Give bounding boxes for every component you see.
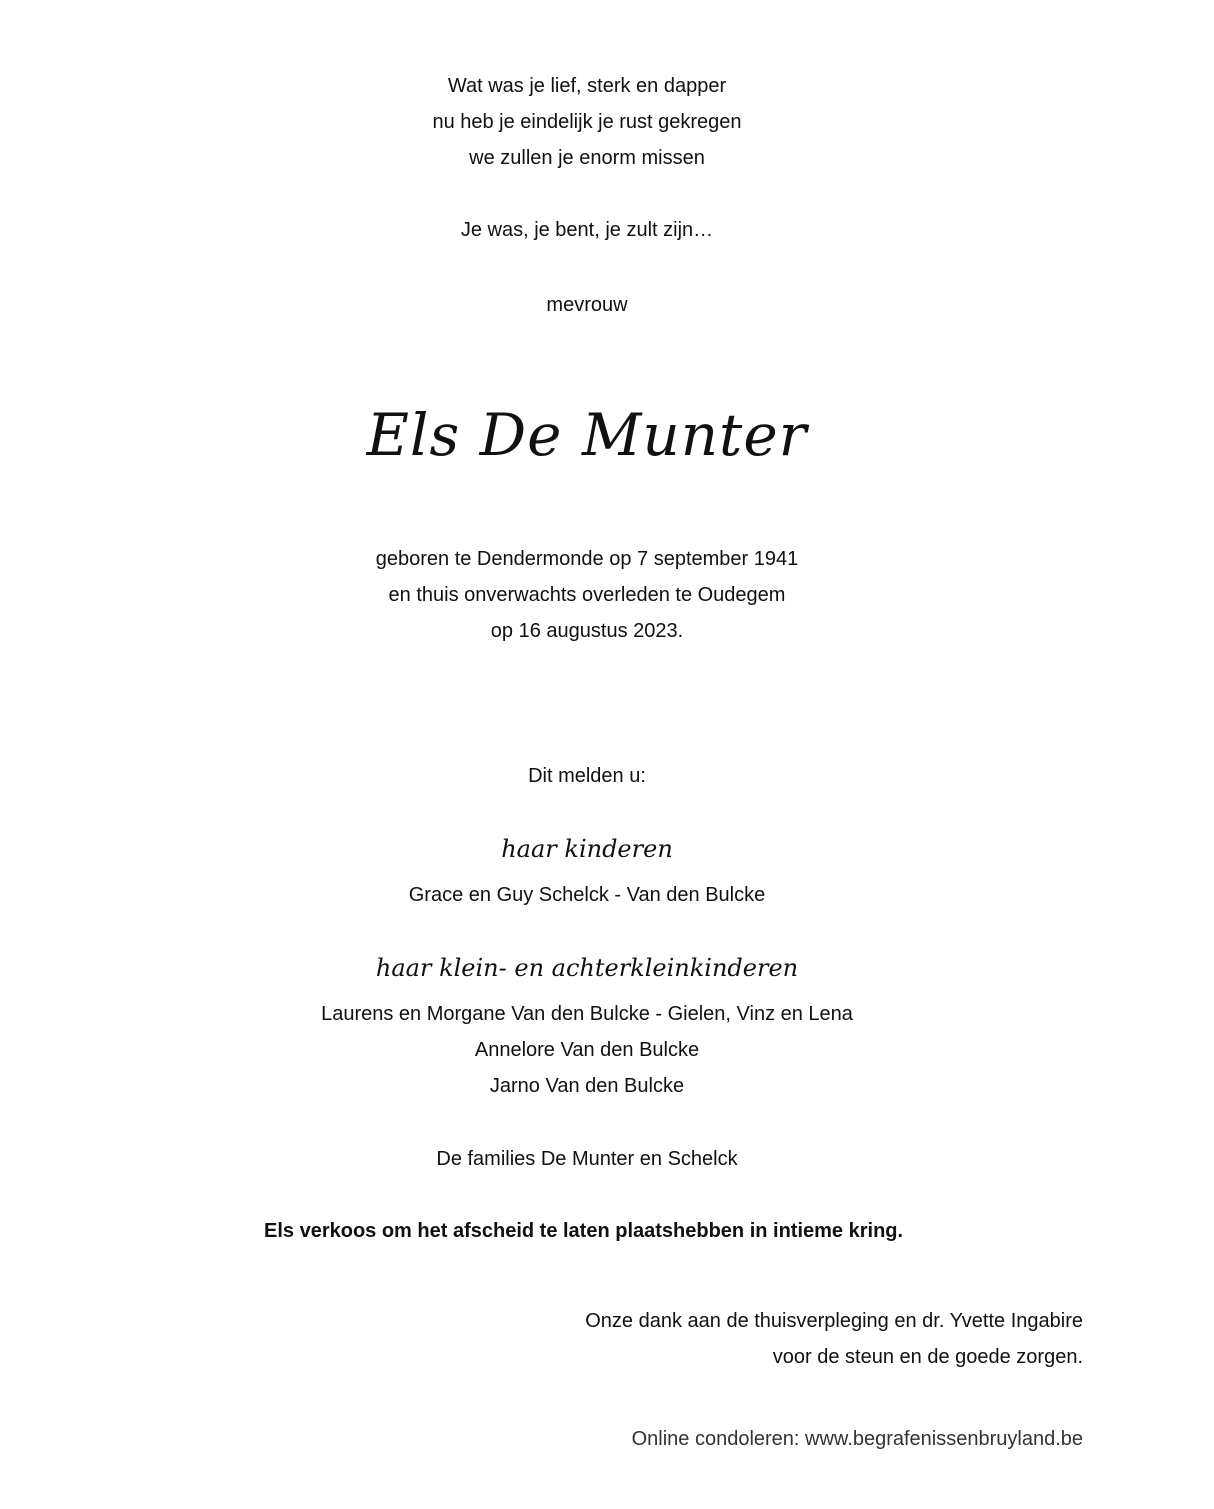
poem-line-3: we zullen je enorm missen	[469, 147, 705, 169]
farewell-text: Els verkoos om het afscheid te laten plaatshebben in intieme kring.	[264, 1220, 904, 1242]
death-line: en thuis onverwachts overleden te Oudegem	[388, 584, 786, 606]
death-date-line: op 16 augustus 2023.	[490, 620, 684, 642]
thanks-line-2: voor de steun en de goede zorgen.	[772, 1346, 1083, 1368]
condolence-text: Online condoleren: www.begrafenissenbruyland.be	[631, 1428, 1083, 1450]
grandchildren-name: Jarno Van den Bulcke	[489, 1075, 685, 1097]
families-text: De families De Munter en Schelck	[436, 1148, 738, 1170]
deceased-name: Els De Munter	[366, 401, 808, 469]
grandchildren-name: Annelore Van den Bulcke	[474, 1039, 700, 1061]
poem-line-1: Wat was je lief, sterk en dapper	[447, 75, 727, 97]
poem-line-4: Je was, je bent, je zult zijn…	[460, 219, 714, 241]
children-name: Grace en Guy Schelck - Van den Bulcke	[408, 884, 766, 906]
grandchildren-heading: haar klein- en achterkleinkinderen	[375, 954, 799, 982]
announce-text: Dit melden u:	[528, 765, 646, 787]
children-heading: haar kinderen	[501, 835, 673, 863]
poem-line-2: nu heb je eindelijk je rust gekregen	[432, 111, 742, 133]
title-label: mevrouw	[546, 294, 628, 316]
birth-line: geboren te Dendermonde op 7 september 1941	[375, 548, 799, 570]
grandchildren-name: Laurens en Morgane Van den Bulcke - Gielen, Vinz en Lena	[321, 1003, 853, 1025]
thanks-line-1: Onze dank aan de thuisverpleging en dr. Yvette Ingabire	[585, 1310, 1083, 1332]
